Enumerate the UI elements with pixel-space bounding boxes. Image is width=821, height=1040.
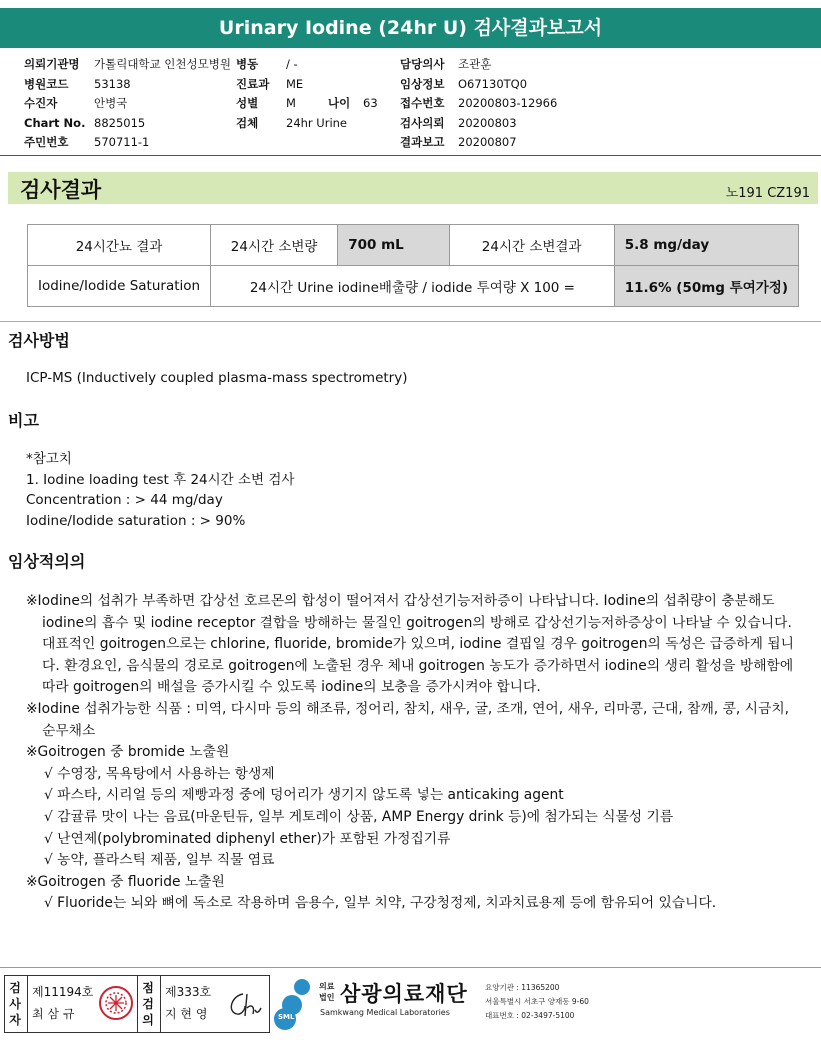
org-prefix-top: 의료: [319, 982, 335, 991]
label-institution: 의뢰기관명: [24, 57, 80, 71]
inspector-name: 최 삼 규: [32, 1007, 75, 1021]
signature-box: [4, 975, 270, 1033]
cell-saturation-formula: 24시간 Urine iodine배출량 / iodide 투여량 X 100 =: [211, 266, 615, 307]
value-patient: 안병국: [94, 96, 128, 110]
fluoride-source: √ Fluoride는 뇌와 뼈에 독소로 작용하며 음용수, 일부 치약, 구강청정제, 치과치료용제 등에 함유되어 있습니다.: [44, 895, 717, 912]
org-prefix-bottom: 법인: [319, 993, 335, 1002]
label-chart-no: Chart No.: [24, 115, 86, 130]
reviewer-name: 지 현 영: [165, 1007, 208, 1021]
table-row: [28, 266, 799, 307]
inspector-license: 제11194호: [32, 985, 94, 999]
value-chart-no: 8825015: [94, 115, 146, 130]
remarks-line: Iodine/Iodide saturation : > 90%: [26, 512, 246, 529]
clinical-paragraph: 대표적인 goitrogen으로는 chlorine, fluoride, bromide가 있으며, iodine 결핍일 경우 goitrogen의 독성은 급증하게 됩니다. 환경요인, 음식물의 경로로 goitrogen에 노출된 경우 체내 goitrogen 농도가 증가하면서 iodine의 생리 활성을 방해함에 따라 goitrogen의 배설을 증가시킬 수 있도록 iodine의 보충을 증가시켜야 합니다.: [42, 636, 794, 696]
label-sex: 성별: [236, 96, 259, 110]
bromide-source: √ 농약, 플라스틱 제품, 일부 직물 염료: [44, 852, 275, 869]
label-patient: 수진자: [24, 96, 58, 110]
value-clinical-info: O67130TQ0: [458, 76, 528, 91]
remarks-block: [26, 449, 294, 531]
header-divider: [0, 155, 821, 156]
clinical-block: [26, 591, 796, 915]
label-request-date: 검사의뢰: [400, 115, 445, 130]
clinical-title: 임상적의의: [8, 552, 86, 571]
results-code: 노191 CZ191: [725, 186, 810, 201]
divider: [160, 976, 161, 1032]
org-info-code: 요양기관 : 11365200: [485, 983, 560, 992]
results-title: 검사결과: [20, 178, 102, 202]
remarks-line: Concentration : > 44 mg/day: [26, 492, 223, 508]
label-doctor: 담당의사: [400, 57, 445, 71]
results-band: [8, 172, 818, 204]
method-title: 검사방법: [8, 331, 70, 350]
remarks-line: *참고치: [26, 451, 72, 467]
value-institution: 가톨릭대학교 인천성모병원: [94, 57, 231, 71]
bromide-source: √ 난연제(polybrominated diphenyl ether)가 포함된 가정집기류: [44, 830, 451, 847]
value-sex: M: [286, 96, 296, 110]
clinical-paragraph: ※Iodine의 섭취가 부족하면 갑상선 호르몬의 합성이 떨어져서 갑상선기능저하증이 나타납니다. Iodine의 섭취량이 충분해도 iodine의 흡수 및 iodine receptor 결합을 방해하는 물질인 goitrogen의 방해로 갑상선기능저하증상이 나타날 수 있습니다.: [26, 593, 792, 631]
reviewer-label: 점검의: [142, 981, 154, 1027]
divider: [137, 976, 138, 1032]
value-specimen: 24hr Urine: [286, 115, 348, 130]
logo-text: SML: [278, 1013, 295, 1021]
divider: [27, 976, 28, 1032]
bromide-source: √ 감귤류 맛이 나는 음료(마운틴듀, 일부 게토레이 상품, AMP Energy drink 등)에 첨가되는 식물성 기름: [44, 808, 674, 825]
meta-col3: [400, 55, 557, 153]
clinical-paragraph: ※Goitrogen 중 bromide 노출원: [26, 744, 230, 761]
org-name: 삼광의료재단: [340, 982, 468, 1006]
value-doctor: 조관훈: [458, 57, 492, 71]
cell-urine-volume-value: 700 mL: [338, 225, 449, 266]
label-clinical-info: 임상정보: [400, 76, 445, 91]
value-department: ME: [286, 76, 304, 91]
label-resident-no: 주민번호: [24, 135, 69, 149]
reviewer-signature: [223, 986, 263, 1022]
value-report-date: 20200807: [458, 135, 517, 149]
label-department: 진료과: [236, 76, 270, 91]
value-hospital-code: 53138: [94, 76, 131, 91]
value-age: 63: [363, 96, 378, 110]
reviewer-license: 제333호: [165, 985, 212, 999]
org-info-address: 서울특별시 서초구 양재동 9-60: [485, 997, 589, 1006]
clinical-paragraph: ※Iodine 섭취가능한 식품 : 미역, 다시마 등의 해조류, 정어리, 참치, 새우, 굴, 조개, 연어, 새우, 리마콩, 근대, 참깨, 콩, 시금치, 순무채소: [26, 700, 790, 739]
value-receipt-no: 20200803-12966: [458, 96, 558, 110]
remarks-line: 1. Iodine loading test 후 24시간 소변 검사: [26, 471, 295, 488]
inspector-label: 검사자: [9, 981, 21, 1027]
meta-col1: [24, 55, 231, 153]
label-hospital-code: 병원코드: [24, 76, 69, 91]
value-request-date: 20200803: [458, 115, 517, 130]
cell-urine-volume-label: 24시간 소변량: [211, 225, 338, 266]
inspector-seal: [97, 984, 135, 1022]
org-info-phone: 대표번호 : 02-3497-5100: [485, 1011, 575, 1020]
cell-urine-result-value: 5.8 mg/day: [614, 225, 798, 266]
footer-divider: [0, 967, 821, 968]
section-divider: [0, 321, 821, 322]
cell-saturation-value: 11.6% (50mg 투여가정): [614, 266, 798, 307]
method-text: ICP-MS (Inductively coupled plasma-mass spectrometry): [26, 370, 408, 386]
remarks-title: 비고: [8, 411, 39, 430]
results-table: [27, 224, 799, 307]
cell-24h-urine-result-label: 24시간뇨 결과: [28, 225, 211, 266]
clinical-paragraph: ※Goitrogen 중 fluoride 노출원: [26, 873, 225, 890]
cell-urine-result-label: 24시간 소변결과: [449, 225, 614, 266]
table-row: [28, 225, 799, 266]
value-resident-no: 570711-1: [94, 135, 150, 149]
label-specimen: 검체: [236, 115, 259, 130]
label-report-date: 결과보고: [400, 135, 445, 149]
label-ward: 병동: [236, 57, 259, 71]
bromide-source: √ 수영장, 목욕탕에서 사용하는 항생제: [44, 765, 275, 782]
report-title: Urinary Iodine (24hr U) 검사결과보고서: [0, 8, 821, 48]
meta-col2: [236, 55, 378, 133]
org-english: Samkwang Medical Laboratories: [320, 1008, 450, 1017]
label-age: 나이: [328, 96, 351, 110]
value-ward: / -: [286, 57, 298, 71]
bromide-source: √ 파스타, 시리얼 등의 제빵과정 중에 덩어리가 생기지 않도록 넣는 anticaking agent: [44, 787, 564, 804]
cell-saturation-label: Iodine/Iodide Saturation: [28, 266, 211, 307]
label-receipt-no: 접수번호: [400, 96, 445, 110]
